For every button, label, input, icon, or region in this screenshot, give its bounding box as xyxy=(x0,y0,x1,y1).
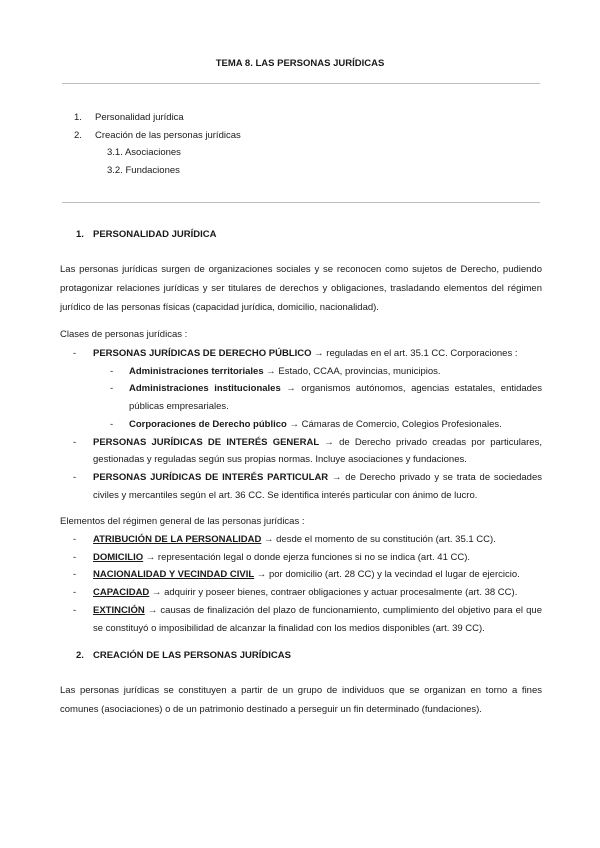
list-item-text: → adquirir y poseer bienes, contraer obligaciones y actuar procesalmente (art. 38 CC). xyxy=(149,587,518,599)
section-1-title: PERSONALIDAD JURÍDICA xyxy=(93,229,217,240)
toc-item-number: 1. xyxy=(74,112,82,123)
list-item-text: → de Derecho privado creadas por particulares, gestionadas y reguladas según sus propias normas. Incluye asociaciones y fundaciones. xyxy=(93,436,542,466)
list-item xyxy=(60,345,542,434)
list-item-term: ATRIBUCIÓN DE LA PERSONALIDAD xyxy=(93,534,262,545)
section-2-heading xyxy=(76,650,291,661)
document-title: TEMA 8. LAS PERSONAS JURÍDICAS xyxy=(215,58,385,69)
section-2-intro: Las personas jurídicas se constituyen a partir de un grupo de individuos que se organizan en torno a fines comunes (asociaciones) o de un patrimonio destinado a perseguir un fin determinado (fundaciones). xyxy=(60,685,542,715)
section-1-heading xyxy=(76,229,217,240)
list-item-text: → por domicilio (art. 28 CC) y la vecindad el lugar de ejercicio. xyxy=(254,569,520,581)
list-item xyxy=(60,584,542,602)
list-item-text: → de Derecho privado y se trata de sociedades civiles y mercantiles según el art. 36 CC. Se identifica interés particular con ánimo de lucro. xyxy=(93,471,542,501)
section-2-title: CREACIÓN DE LAS PERSONAS JURÍDICAS xyxy=(93,650,291,661)
list-item-term: EXTINCIÓN xyxy=(93,604,145,616)
list-item xyxy=(60,434,542,469)
list-item xyxy=(60,566,542,584)
sublist-item-text: → organismos autónomos, agencias estatales, entidades públicas empresariales. xyxy=(129,383,542,413)
list-item-text: → representación legal o donde ejerza funciones si no se indica (art. 41 CC). xyxy=(143,551,471,563)
list-item xyxy=(60,531,542,549)
publicas-sublist xyxy=(93,363,542,434)
toc-subitem: 3.2. Fundaciones xyxy=(107,164,180,176)
toc-item xyxy=(74,109,241,127)
list-item xyxy=(60,602,542,637)
list-item-text: → desde el momento de su constitución (art. 35.1 CC). xyxy=(261,534,496,545)
toc-subitem: 3.1. Asociaciones xyxy=(107,147,181,158)
list-item-text: → reguladas en el art. 35.1 CC. Corporaciones : xyxy=(311,348,518,359)
clases-label: Clases de personas jurídicas : xyxy=(60,329,188,340)
sublist-item xyxy=(93,363,542,381)
section-1-intro: Las personas jurídicas surgen de organizaciones sociales y se reconocen como sujetos de Derecho, pudiendo protagonizar relaciones jurídicas y ser titulares de derechos y obligaciones, trasladando elementos del régimen jurídico de las personas físicas (capacidad jurídica, domicilio, nacionalidad). xyxy=(60,264,542,313)
toc-item-text: Creación de las personas jurídicas xyxy=(95,129,241,141)
sublist-item xyxy=(93,380,542,415)
sublist-item xyxy=(93,416,542,434)
section-2-number: 2. xyxy=(76,650,84,661)
list-item-term: DOMICILIO xyxy=(93,551,144,563)
list-item-text: → causas de finalización del plazo de funcionamiento, cumplimiento del objetivo para el que se constituyó o imposibilidad de alcanzar la finalidad con los medios disponibles (art. 39 CC). xyxy=(93,604,542,634)
list-item-term: PERSONAS JURÍDICAS DE DERECHO PÚBLICO xyxy=(93,348,312,359)
list-item-term: PERSONAS JURÍDICAS DE INTERÉS GENERAL xyxy=(93,436,320,448)
sublist-item-term: Corporaciones de Derecho público xyxy=(129,418,287,430)
list-item xyxy=(60,469,542,504)
toc-divider xyxy=(62,202,540,203)
sublist-item-text: → Cámaras de Comercio, Colegios Profesionales. xyxy=(286,418,502,430)
list-item xyxy=(60,549,542,567)
table-of-contents xyxy=(74,109,241,179)
list-item-term: CAPACIDAD xyxy=(93,587,150,599)
elementos-label: Elementos del régimen general de las personas jurídicas : xyxy=(60,516,305,527)
toc-item-number: 2. xyxy=(74,129,82,141)
list-item-term: PERSONAS JURÍDICAS DE INTERÉS PARTICULAR xyxy=(93,471,329,483)
elementos-list xyxy=(60,531,542,637)
clases-list xyxy=(60,345,542,504)
sublist-item-term: Administraciones institucionales xyxy=(129,383,281,395)
toc-item xyxy=(74,127,241,145)
toc-item-text: Personalidad jurídica xyxy=(95,112,184,123)
section-1-number: 1. xyxy=(76,229,84,240)
sublist-item-term: Administraciones territoriales xyxy=(129,365,264,377)
list-item-term: NACIONALIDAD Y VECINDAD CIVIL xyxy=(93,569,255,581)
top-divider xyxy=(62,83,540,84)
sublist-item-text: → Estado, CCAA, provincias, municipios. xyxy=(263,365,441,377)
